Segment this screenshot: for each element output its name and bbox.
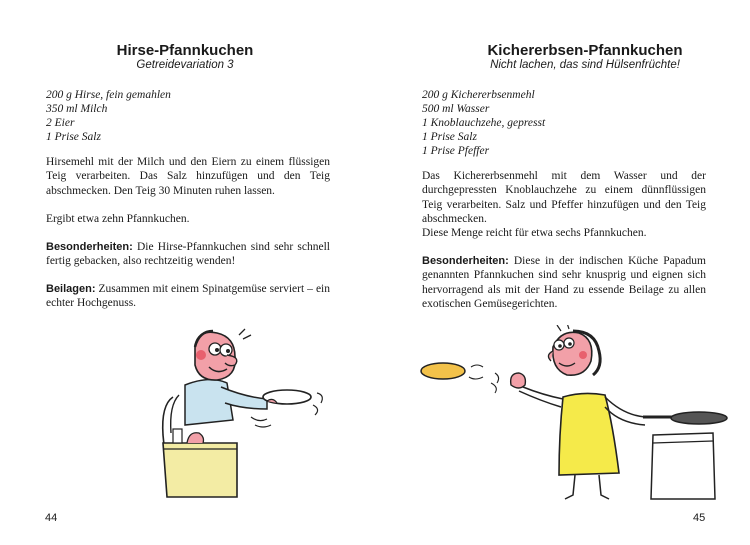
special-notes: [422, 254, 706, 312]
right-page: [375, 0, 750, 545]
special-notes: [46, 240, 330, 269]
recipe-subtitle: Getreidevariation 3: [136, 59, 234, 71]
page-number: 44: [45, 512, 58, 524]
special-text: Diese in der indischen Küche Papadum genannten Pfannkuchen sind sehr knusprig und eignen sich hervorragend als mit der Hand zu essende Beilage zu allen exotischen Gemüsegerichten.: [422, 255, 706, 311]
cartoon-woman-flipping-pancake: [413, 325, 748, 505]
method-text: Hirsemehl mit der Milch und den Eiern zu einem flüssigen Teig verarbeiten. Das Salz hinzufügen und den Teig abschmecken. Den Teig 30 Minuten ruhen lassen.: [46, 156, 330, 197]
side-text: Zusammen mit einem Spinatgemüse serviert – ein echter Hochgenuss.: [46, 283, 330, 310]
recipe-subtitle: Nicht lachen, das sind Hülsenfrüchte!: [490, 59, 680, 71]
cartoon-man-with-plate: [155, 325, 335, 500]
page-number: 45: [693, 512, 706, 524]
special-text: Die Hirse-Pfannkuchen sind sehr schnell fertig gebacken, also rechtzeitig wenden!: [46, 241, 330, 268]
ingredient-item: 200 g Kichererbsenmehl: [422, 89, 535, 101]
side-dish-notes: [46, 282, 330, 311]
special-label: Besonderheiten:: [422, 255, 509, 267]
ingredient-item: 1 Prise Pfeffer: [422, 145, 490, 157]
ingredient-item: 500 ml Wasser: [422, 103, 490, 115]
yield-text: Ergibt etwa zehn Pfannkuchen.: [46, 213, 190, 225]
ingredient-item: 1 Knoblauchzehe, gepresst: [422, 117, 546, 129]
ingredient-item: 1 Prise Salz: [422, 131, 477, 143]
ingredient-item: 200 g Hirse, fein gemahlen: [46, 89, 171, 101]
ingredient-item: 1 Prise Salz: [46, 131, 101, 143]
side-label: Beilagen:: [46, 283, 96, 295]
method-text: Das Kichererbsenmehl mit dem Wasser und der durchgepressten Knoblauchzehe zu einem dünnflüssigen Teig verarbeiten. Salz und Pfeffer hinzufügen und den Teig abschmecken.: [422, 170, 706, 226]
ingredient-list: [46, 88, 306, 144]
yield-text: Diese Menge reicht für etwa sechs Pfannkuchen.: [422, 227, 647, 239]
ingredient-item: 350 ml Milch: [46, 103, 108, 115]
special-label: Besonderheiten:: [46, 241, 133, 253]
recipe-title: Kichererbsen-Pfannkuchen: [487, 42, 683, 59]
ingredient-list: [422, 88, 682, 158]
ingredient-item: 2 Eier: [46, 117, 75, 129]
recipe-title: Hirse-Pfannkuchen: [116, 42, 254, 59]
